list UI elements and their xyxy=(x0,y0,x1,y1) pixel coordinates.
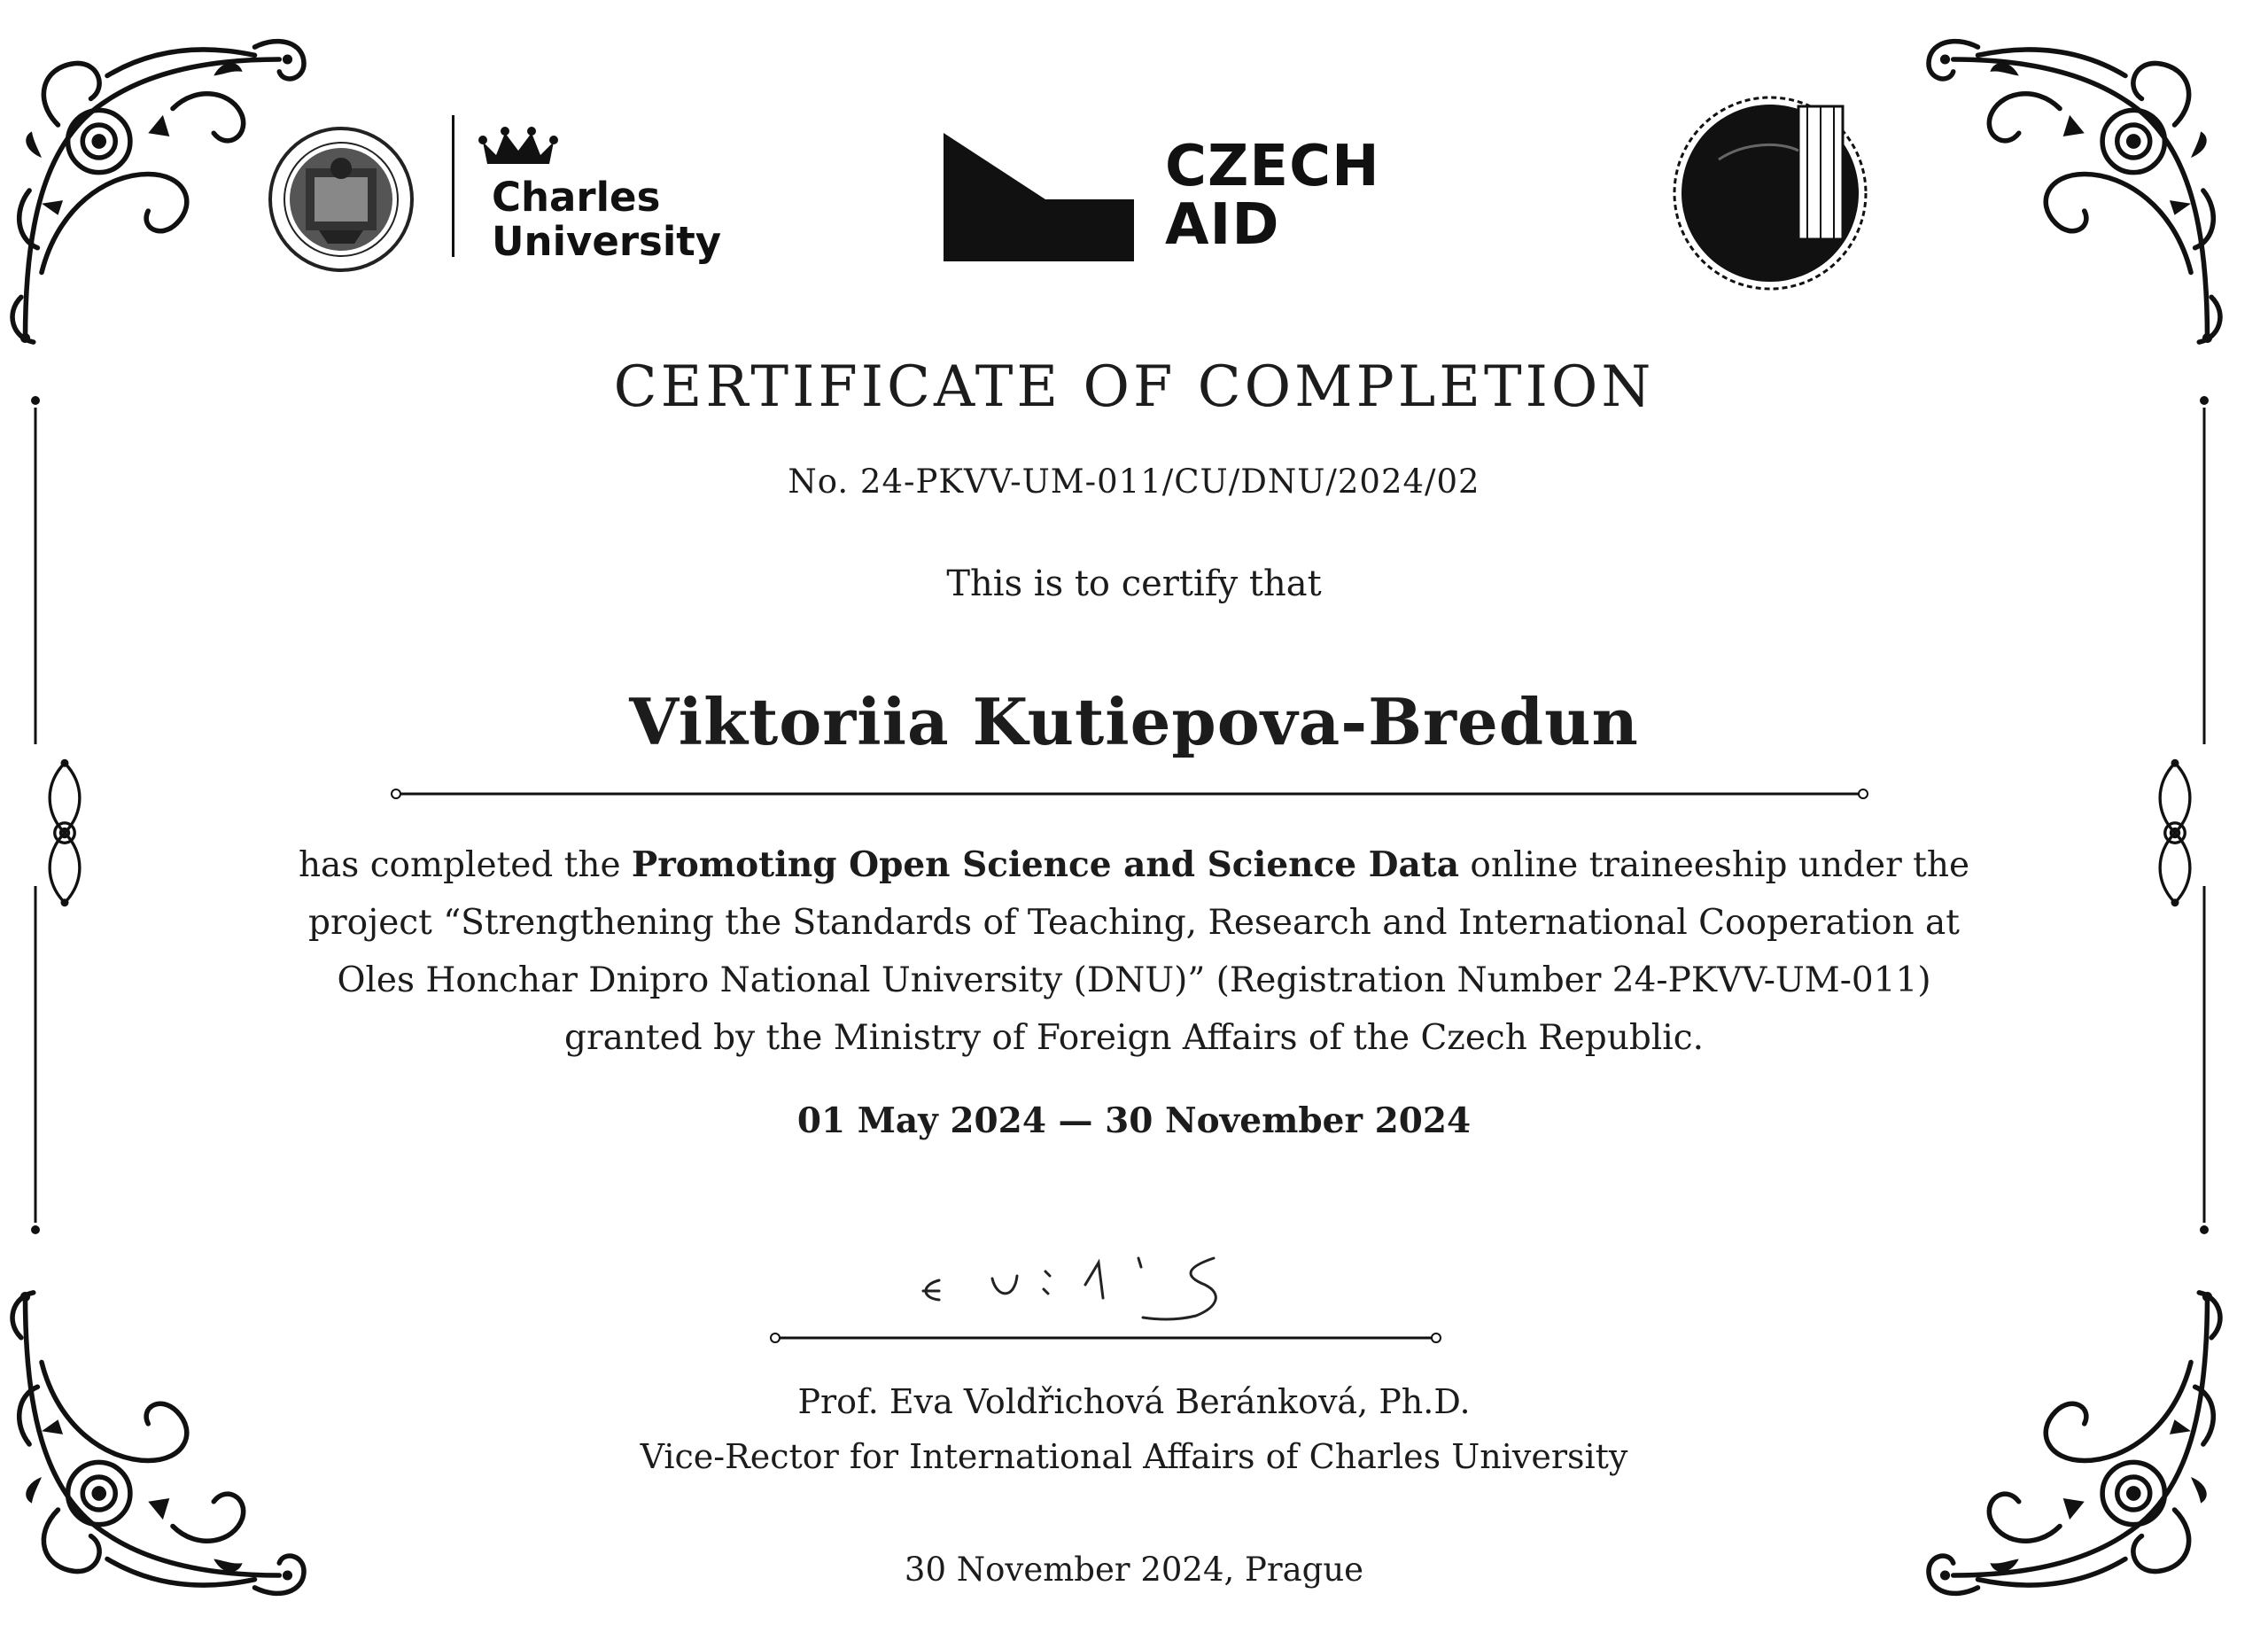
charles-university-wordmark-line1: Charles xyxy=(492,174,661,221)
issue-place-date: 30 November 2024, Prague xyxy=(904,1551,1364,1589)
crown-icon xyxy=(478,124,558,168)
certificate-number: No. 24-PKVV-UM-011/CU/DNU/2024/02 xyxy=(788,463,1480,501)
certificate-body xyxy=(266,836,2002,1067)
czech-aid-mark-icon xyxy=(944,133,1138,261)
signature-line xyxy=(769,1329,1442,1347)
signer-name: Prof. Eva Voldřichová Beránková, Ph.D. xyxy=(797,1382,1471,1421)
program-name: Promoting Open Science and Science Data xyxy=(631,844,1460,885)
logo-divider xyxy=(452,115,454,257)
body-prefix: has completed the xyxy=(298,845,632,885)
scroll-side-ornament-icon xyxy=(2144,753,2206,913)
dnu-emblem-icon xyxy=(1666,89,1878,301)
body-suffix: online traineeship under the project “Strengthening the Standards of Teaching, Research and International Cooperation at Oles Honchar Dnipro National University (DNU)” (Registration Number 24-PKVV-UM-011) granted by the Ministry of Foreign Affairs of the Czech Republic. xyxy=(308,845,1970,1058)
charles-university-logo xyxy=(266,115,726,275)
czech-aid-wordmark-line2: AID xyxy=(1165,192,1280,258)
czech-aid-wordmark-line1: CZECH xyxy=(1165,134,1380,199)
charles-university-seal-icon xyxy=(266,124,416,275)
recipient-name: Viktoriia Kutiepova-Bredun xyxy=(629,684,1639,759)
name-underline-rule xyxy=(390,785,1869,803)
czech-aid-logo xyxy=(944,128,1386,270)
charles-university-wordmark-line2: University xyxy=(492,218,722,265)
signer-title: Vice-Rector for International Affairs of Charles University xyxy=(640,1437,1628,1476)
certify-intro: This is to certify that xyxy=(946,564,1322,604)
traineeship-period: 01 May 2024 — 30 November 2024 xyxy=(796,1100,1472,1141)
scroll-side-ornament-icon xyxy=(34,753,96,913)
floral-corner-ornament-icon xyxy=(1896,18,2224,363)
signature-image xyxy=(913,1245,1267,1333)
certificate-title: CERTIFICATE OF COMPLETION xyxy=(613,354,1655,420)
